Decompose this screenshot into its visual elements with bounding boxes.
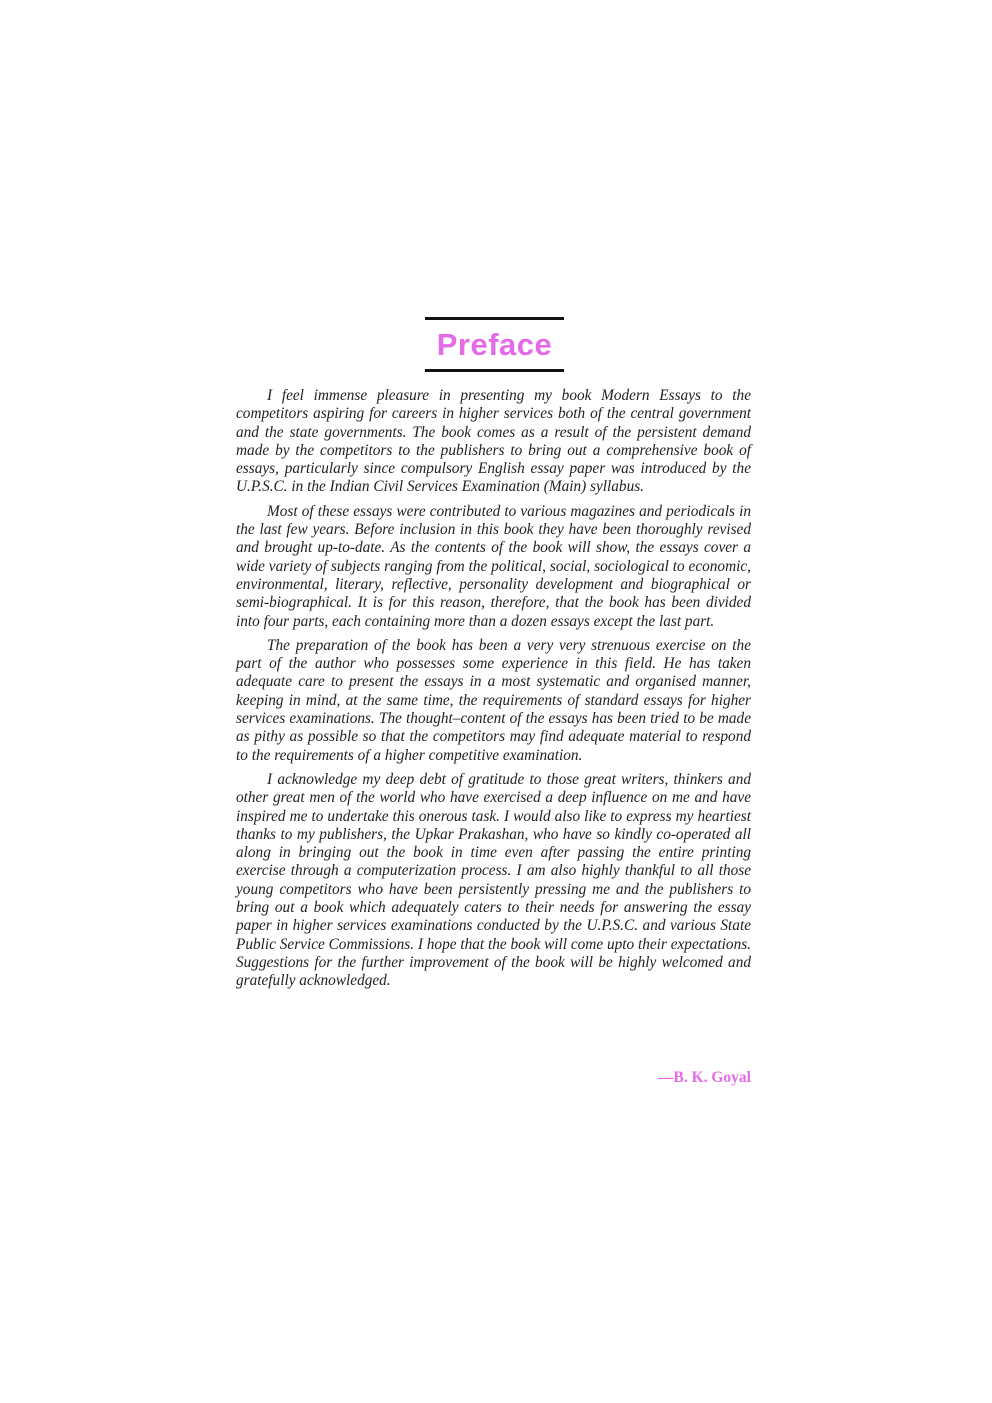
top-rule — [425, 317, 564, 320]
title-block — [425, 317, 564, 372]
paragraph-4: I acknowledge my deep debt of gratitude to those great writers, thinkers and other great men of the world who have exercised a deep influence on me and have inspired me to undertake this onerous task. I would also like to express my heartiest thanks to my publishers, the Upkar Prakashan, who have so kindly co-operated all along in bringing out the book in time even after passing the entire printing exercise through a computerization process. I am also highly thankful to all those young competitors who have been persistently pressing me and the publishers to bring out a book which adequately caters to their needs for answering the essay paper in higher services examinations conducted by the U.P.S.C. and various State Public Service Commissions. I hope that the book will come upto their expectations. Suggestions for the further improvement of the book will be highly welcomed and gratefully acknowledged. — [236, 770, 751, 990]
paragraph-2: Most of these essays were contributed to various magazines and periodicals in the last few years. Before inclusion in this book they have been thoroughly revised and brought up-to-date. As the contents of the book will show, the essays cover a wide variety of subjects ranging from the political, social, sociological to economic, environmental, literary, reflective, personality development and biographical or semi-biographical. It is for this reason, therefore, that the book has been divided into four parts, each containing more than a dozen essays except the last part. — [236, 502, 751, 630]
paragraph-1: I feel immense pleasure in presenting my book Modern Essays to the competitors aspiring for careers in higher services both of the central government and the state governments. The book comes as a result of the persistent demand made by the competitors to the publishers to bring out a comprehensive book of essays, particularly since compulsory English essay paper was introduced by the U.P.S.C. in the Indian Civil Services Examination (Main) syllabus. — [236, 387, 751, 496]
author-signature: —B. K. Goyal — [657, 1069, 751, 1086]
page-title: Preface — [436, 327, 553, 362]
bottom-rule — [425, 369, 564, 372]
preface-body — [236, 387, 751, 997]
paragraph-3: The preparation of the book has been a very very strenuous exercise on the part of the author who possesses some experience in this field. He has taken adequate care to present the essays in a most systematic and organised manner, keeping in mind, at the same time, the requirements of standard essays for higher services examinations. The thought–content of the essays has been tried to be made as pithy as possible so that the competitors may find adequate material to respond to the requirements of a higher competitive examination. — [236, 636, 751, 764]
